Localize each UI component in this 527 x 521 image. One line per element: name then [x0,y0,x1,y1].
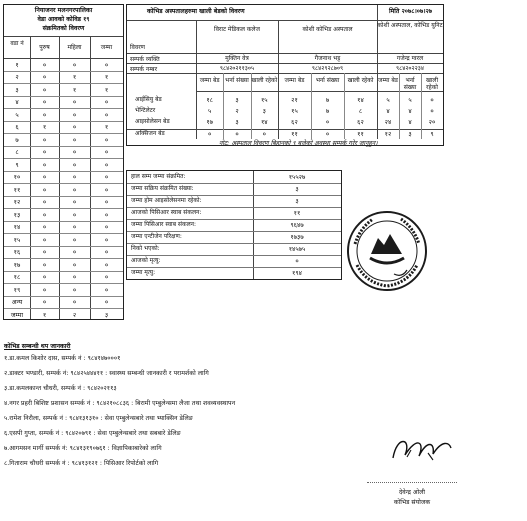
hospital-phone: ९८४२०२११३०५ [219,65,255,72]
ward-count-cell: ० [104,160,109,169]
ward-number-cell: १४ [13,223,21,231]
ward-table-title-line2: वेडा आवको कोविड १९ [37,16,90,23]
ward-number-cell: ६ [15,123,19,131]
bed-count-cell: ३ [408,130,412,138]
bed-count-cell: १५ [260,96,268,104]
contact-line: ३.डा.कमलकान्त चौधरी, सम्पर्क नं : ९८४२०२११३ [4,385,117,392]
summary-value: १५५२७ [288,173,306,181]
ward-count-cell: ० [72,123,77,131]
signatory-title: कोभिड संयोजक [393,499,431,506]
ward-count-cell: ० [42,185,47,194]
bed-count-cell: २१ [291,96,298,104]
ward-count-cell: ० [104,248,109,256]
bed-subheader: भर्ना संख्या [315,77,340,84]
bed-count-cell: ० [430,107,434,115]
summary-label: जम्मा मृत्यु: [131,269,156,276]
ward-count-cell: ० [42,260,47,269]
ward-count-cell: १ [104,85,109,94]
ward-count-cell: ० [104,98,109,106]
bed-count-cell: १२ [384,130,392,138]
bed-count-cell: ७ [325,107,330,115]
ward-number-cell: १७ [13,260,21,269]
ward-number-cell: ४ [15,98,19,106]
signatory-name: देवेन्द्र ओली [398,489,426,496]
row-label-contact-number: सम्पर्क नम्बर [130,66,158,73]
contact-line: १.डा.कमल किशोर दास, सम्पर्क नं : ९८४१४७०००१ [4,355,121,362]
bed-subheader: खाली रहेको [425,77,439,91]
bed-count-cell: ० [235,130,239,138]
ward-number-cell: अन्य [11,298,23,306]
ward-count-cell: ० [72,260,77,269]
ward-number-cell: ११ [13,185,21,194]
ward-count-cell: ० [72,173,77,181]
contacts-heading: कोभिड सम्बन्धी थप जानकारी [4,343,71,350]
ward-count-cell: ० [72,235,77,244]
summary-value: ३ [295,197,299,205]
ward-count-cell: ० [104,235,109,244]
ward-count-cell: ० [72,98,77,106]
ward-count-cell: ० [72,285,77,294]
bed-count-cell: ४ [408,107,412,115]
bed-count-cell: ९ [430,130,434,138]
summary-value: १७३७ [290,233,304,241]
bed-row-label: आईसियु बेड [135,96,162,103]
ward-count-cell: ० [104,173,109,181]
bed-count-cell: ११ [357,130,364,138]
ward-number-cell: ८ [15,148,19,156]
summary-label: जम्मा सक्रिय संक्रमित संख्या: [131,185,194,192]
ward-count-cell: ० [72,185,77,194]
bed-count-cell: ५ [386,96,390,104]
bed-count-cell: १४ [260,118,268,126]
bed-count-cell: ० [262,130,266,138]
bed-count-cell: ० [325,130,330,138]
ward-number-cell: १० [13,173,21,181]
summary-label: जम्मा होम आइसोलेसनमा रहेको: [131,197,202,204]
ward-count-cell: ० [42,285,47,294]
hospital-contact-person: मुक्तिन वेत्र [225,55,249,62]
summary-value: ११ [293,209,301,217]
ward-table-title-line3: संक्रमितको विवरण [42,25,85,32]
hospital-bed-table [126,4,444,146]
hospital-name: विराट मेडिकल कलेज [214,26,260,33]
hospital-table-title: कोभिड अस्पतालहरुमा खाली बेडको विवरण [147,8,245,15]
ward-number-cell: १५ [13,235,21,244]
ward-number-cell: १९ [13,285,21,294]
signature [387,430,457,466]
bed-count-cell: २० [428,118,436,126]
bed-subheader: जम्मा बेड [284,77,305,84]
ward-count-cell: ० [72,148,77,156]
ward-count-cell: ० [42,273,47,281]
ward-count-cell: ० [104,260,109,269]
ward-count-cell: ० [72,210,77,219]
ward-count-cell: ० [42,210,47,219]
ward-table-title-line1: नियाजनर मलनगरपालिका [34,7,93,14]
summary-label: निको भएको: [131,245,160,252]
ward-count-cell: ० [42,110,47,119]
bed-count-cell: ८ [358,107,363,115]
ward-count-cell: ० [104,210,109,219]
ward-number-cell: १६ [13,248,21,256]
row-label-description: विवरण [130,44,146,51]
ward-infection-table [3,4,124,320]
ward-count-cell: ० [42,173,47,181]
summary-value: ९६४७ [290,221,304,229]
ward-count-cell: २ [72,310,77,319]
bed-count-cell: १८ [206,96,213,104]
bed-subheader: भर्ना संख्या [225,77,249,84]
bed-count-cell: ३ [262,107,266,115]
bed-count-cell: ० [430,96,434,104]
ward-count-cell: ० [42,198,47,206]
ward-count-cell: ० [104,223,109,231]
ward-count-cell: ० [42,248,47,256]
ward-count-cell: ३ [104,310,109,319]
summary-value: ० [295,257,299,265]
ward-count-cell: १ [42,310,47,319]
ward-count-cell: ० [42,73,47,81]
ward-number-cell: ३ [15,85,19,94]
ward-number-cell: जम्मा [10,310,24,319]
bed-count-cell: ५ [208,107,212,115]
summary-value: १४५७५ [288,245,306,253]
bed-count-cell: ० [325,118,330,126]
bed-count-cell: ६२ [357,118,364,126]
ward-number-cell: ७ [15,135,19,144]
ward-count-cell: १ [72,85,77,94]
bed-subheader: खाली रहेको [251,77,278,84]
female-col-header: महिला [67,44,82,51]
ward-number-cell: १२ [13,198,21,206]
covid-summary-table [126,170,342,280]
ward-count-cell: ० [72,273,77,281]
contact-line: ४.नगर प्रहरी बिशिष्ट प्रशासन सम्पर्क नं : ९८४२१०८८३६ : बिरामी एम्बुलेन्समा लैजा तथा शवव्यवस्थापन [4,400,236,407]
bed-count-cell: ० [208,130,212,138]
ward-count-cell: ० [42,235,47,244]
bed-count-cell: ११ [291,130,298,138]
report-date: मिति २०७८।०७।२७ [389,8,433,15]
ward-count-cell: ० [42,298,47,306]
bed-subheader: खाली रहेको [347,77,374,84]
ward-number-cell: १ [15,60,19,69]
ward-count-cell: ० [72,223,77,231]
bed-count-cell: ४ [408,118,412,126]
contact-line: ७.आगमसन मार्गी सम्पर्क नं: ९८४१३१९०७६१ : विज्ञापिकाबारेको लागि [4,445,162,452]
ward-number-cell: २ [15,73,19,81]
bed-row-label: भेन्टिलेटर [135,107,156,114]
ward-count-cell: ० [72,198,77,206]
bed-row-label: अक्सिजन बेड [135,130,165,137]
bed-count-cell: १५ [291,107,298,115]
ward-count-cell: ० [72,60,77,69]
ward-count-cell: ० [72,135,77,144]
bed-count-cell: ७ [325,96,330,104]
ward-count-cell: ० [72,248,77,256]
bed-count-cell: ५ [408,96,412,104]
ward-count-cell: ० [104,60,109,69]
ward-count-cell: ० [42,60,47,69]
bed-subheader: जम्मा बेड [199,77,220,84]
ward-count-cell: ० [42,160,47,169]
ward-number-cell: १३ [13,210,21,219]
ward-count-cell: ० [104,135,109,144]
hospital-name: कोशी अस्पताल, कोभिड युनिट [377,22,443,29]
municipality-seal-stamp [344,208,430,294]
ward-count-cell: ० [104,273,109,281]
hospital-note: नोट: अस्पताल विवरण बिहानको ९ बजेको अवस्था सम्पर्क गरेर जानुहुन। [219,140,378,147]
bed-count-cell: ३ [235,118,239,126]
ward-count-cell: ० [104,185,109,194]
ward-count-cell: १ [104,123,109,131]
summary-label: हाल सम्म जम्मा संक्रमित: [131,173,186,180]
ward-count-cell: १ [72,73,77,81]
contact-line: ८.गिताराम चौधरी सम्पर्क नं : ९८४१३१२१ : पिसिआर रिपोर्टको लागि [4,460,159,467]
contact-line: ६.एसपी गुप्ता, सम्पर्क नं : ९८४२०७९१ : सेवा एम्बुलेन्सबारे तथा सबबारे डेलिङ [4,430,181,437]
ward-count-cell: ० [42,148,47,156]
ward-number-cell: ५ [15,110,19,119]
summary-label: जम्मा पिसिआर स्वाब संकलन: [131,221,197,228]
male-col-header: पुरुष [39,44,50,51]
bed-count-cell: ३ [235,96,239,104]
bed-count-cell: १४ [357,96,364,104]
ward-col-header: वडा नं [10,40,24,47]
ward-count-cell: ० [104,198,109,206]
ward-number-cell: ९ [15,160,19,169]
ward-count-cell: १ [42,123,47,131]
ward-count-cell: ० [104,285,109,294]
row-label-contact-person: सम्पर्क व्यक्ति [130,56,160,63]
summary-label: आजको मृत्यु: [131,257,161,264]
ward-count-cell: ० [42,85,47,94]
summary-label: आजको पिसिआर स्वाब संकलन: [131,209,202,216]
bed-row-label: आइसोलेसन बेड [135,118,170,125]
hospital-contact-person: गजेन्द्र ग्वरल [396,55,424,62]
contact-line: २.डाक्टर भण्डारी, सम्पर्क नं: ९८४२५४४४११ : स्वास्थ्य सम्बन्धी जानकारी र परामर्शको लागि [4,370,209,377]
bed-count-cell: २ [235,107,239,115]
ward-count-cell: ० [104,298,109,306]
summary-value: १९४ [292,269,302,277]
summary-label: जम्मा एन्टीजेन परिक्षण: [131,233,182,240]
ward-count-cell: ० [104,110,109,119]
contact-line: ५.रामेश निरौला, सम्पर्क नं : ९८४१३१३१० : सेवा एम्बुलेन्सबारे तथा भ्याक्सिन डेलिङ [4,415,193,422]
ward-count-cell: ० [104,148,109,156]
hospital-contact-person: गैजनाथ भट्ट [314,55,341,62]
hospital-name: कोशी कोभिड अस्पताल [302,26,353,33]
ward-count-cell: ० [72,298,77,306]
bed-count-cell: ६२ [291,118,298,126]
hospital-phone: ९८४२०२२३४ [395,65,425,72]
total-col-header: जम्मा [100,44,113,51]
hospital-phone: ९८४२९२८७०९ [311,65,344,72]
ward-count-cell: ० [42,135,47,144]
ward-count-cell: ० [72,160,77,169]
ward-count-cell: १ [104,73,109,81]
ward-count-cell: ० [42,223,47,231]
ward-count-cell: ० [72,110,77,119]
bed-count-cell: १७ [206,118,213,126]
bed-subheader: जम्मा बेड [378,77,398,84]
summary-value: ३ [295,185,299,193]
ward-number-cell: १८ [13,273,21,281]
ward-count-cell: ० [42,98,47,106]
bed-count-cell: ४ [386,107,390,115]
bed-subheader: भर्ना संख्या [403,77,417,91]
bed-count-cell: २४ [384,118,392,126]
